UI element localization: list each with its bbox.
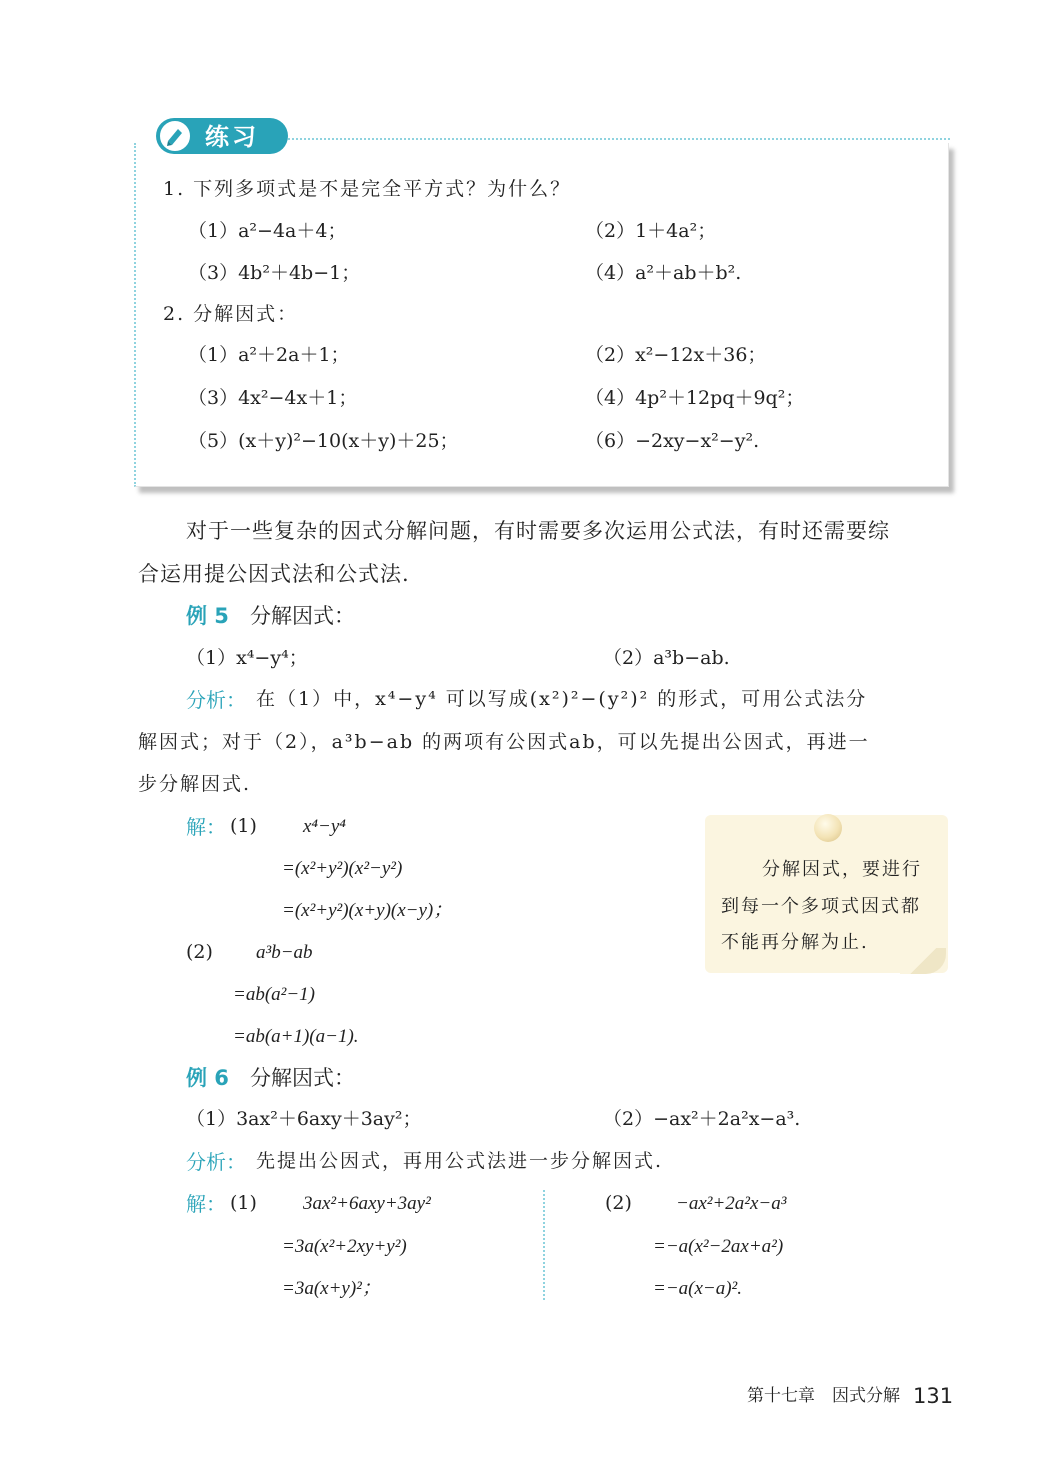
chapter-title: 第十七章 因式分解 xyxy=(747,1386,900,1406)
example-5-item-1: （1）x⁴−y⁴； xyxy=(186,647,308,669)
example-6-title: 分解因式： xyxy=(250,1066,355,1090)
intro-line-2: 合运用提公因式法和公式法. xyxy=(138,562,410,586)
note-line-1: 分解因式，要进行 xyxy=(762,859,922,880)
example-6-s2-line-3: =−a(x−a)². xyxy=(653,1278,742,1299)
example-6-item-1: （1）3ax²＋6axy＋3ay²； xyxy=(186,1108,422,1130)
practice-q1-item-3: （3）4b²＋4b−1； xyxy=(188,262,361,284)
practice-q2-item-2: （2）x²−12x＋36； xyxy=(585,344,767,366)
example-5-analysis-line-1: 在（1）中，x⁴−y⁴ 可以写成(x²)²−(y²)² 的形式，可用公式法分 xyxy=(256,688,868,710)
example-6-s1-line-2: =3a(x²+2xy+y²) xyxy=(282,1236,407,1257)
example-6-analysis: 先提出公因式，再用公式法进一步分解因式. xyxy=(256,1150,664,1172)
practice-q2-item-6: （6）−2xy−x²−y². xyxy=(585,430,760,452)
practice-q1-item-1: （1）a²−4a＋4； xyxy=(188,220,347,242)
example-6-solution-2-label: (2) xyxy=(605,1192,632,1214)
practice-q2-item-4: （4）4p²＋12pq＋9q²； xyxy=(585,387,805,409)
example-5-s2-line-3: =ab(a+1)(a−1). xyxy=(233,1026,359,1047)
page-number: 131 xyxy=(913,1384,954,1408)
example-5-s1-line-3: =(x²+y²)(x+y)(x−y)； xyxy=(282,900,453,921)
example-6-label: 例 6 xyxy=(186,1066,229,1090)
example-5-s1-line-1: x⁴−y⁴ xyxy=(303,816,346,837)
example-5-item-2: （2）a³b−ab. xyxy=(603,647,730,669)
note-line-3: 不能再分解为止. xyxy=(721,932,869,953)
practice-question-1: 1. 下列多项式是不是完全平方式？为什么？ xyxy=(163,178,572,200)
intro-line-1: 对于一些复杂的因式分解问题，有时需要多次运用公式法，有时还需要综 xyxy=(186,519,890,543)
pencil-icon xyxy=(158,119,192,153)
example-5-solution-1-label: (1) xyxy=(230,815,257,837)
practice-q2-item-3: （3）4x²−4x＋1； xyxy=(188,387,358,409)
pin-icon xyxy=(814,814,842,842)
example-6-s1-line-1: 3ax²+6axy+3ay² xyxy=(303,1193,431,1214)
example-5-s2-line-1: a³b−ab xyxy=(256,942,313,963)
example-6-solution-1-label: (1) xyxy=(230,1192,257,1214)
practice-header-divider xyxy=(285,138,950,140)
example-5-s2-line-2: =ab(a²−1) xyxy=(233,984,315,1005)
practice-q2-item-5: （5）(x＋y)²−10(x＋y)＋25； xyxy=(188,430,459,452)
practice-q1-item-4: （4）a²＋ab＋b². xyxy=(585,262,742,284)
example-6-s2-line-2: =−a(x²−2ax+a²) xyxy=(653,1236,784,1257)
example-5-analysis-line-2: 解因式；对于（2），a³b−ab 的两项有公因式ab，可以先提出公因式，再进一 xyxy=(138,731,870,753)
example-6-solution-label: 解： xyxy=(186,1192,226,1216)
practice-q1-item-2: （2）1＋4a²； xyxy=(585,220,717,242)
example-6-s1-line-3: =3a(x+y)²； xyxy=(282,1278,381,1299)
example-5-title: 分解因式： xyxy=(250,604,355,628)
example-5-s1-line-2: =(x²+y²)(x²−y²) xyxy=(282,858,403,879)
example-5-label: 例 5 xyxy=(186,604,229,628)
example-5-solution-2-label: (2) xyxy=(186,941,213,963)
example-5-analysis-label: 分析： xyxy=(186,688,246,712)
example-5-solution-label: 解： xyxy=(186,815,226,839)
practice-q2-item-1: （1）a²＋2a＋1； xyxy=(188,344,350,366)
example-6-s2-line-1: −ax²+2a²x−a³ xyxy=(676,1193,787,1214)
note-line-2: 到每一个多项式因式都 xyxy=(721,896,921,917)
example-6-analysis-label: 分析： xyxy=(186,1150,246,1174)
practice-title: 练习 xyxy=(205,123,259,151)
practice-question-2: 2. 分解因式： xyxy=(163,303,299,325)
example-5-analysis-line-3: 步分解因式. xyxy=(138,773,252,795)
example-6-item-2: （2）−ax²＋2a²x−a³. xyxy=(603,1108,801,1130)
solution-divider xyxy=(543,1190,545,1300)
